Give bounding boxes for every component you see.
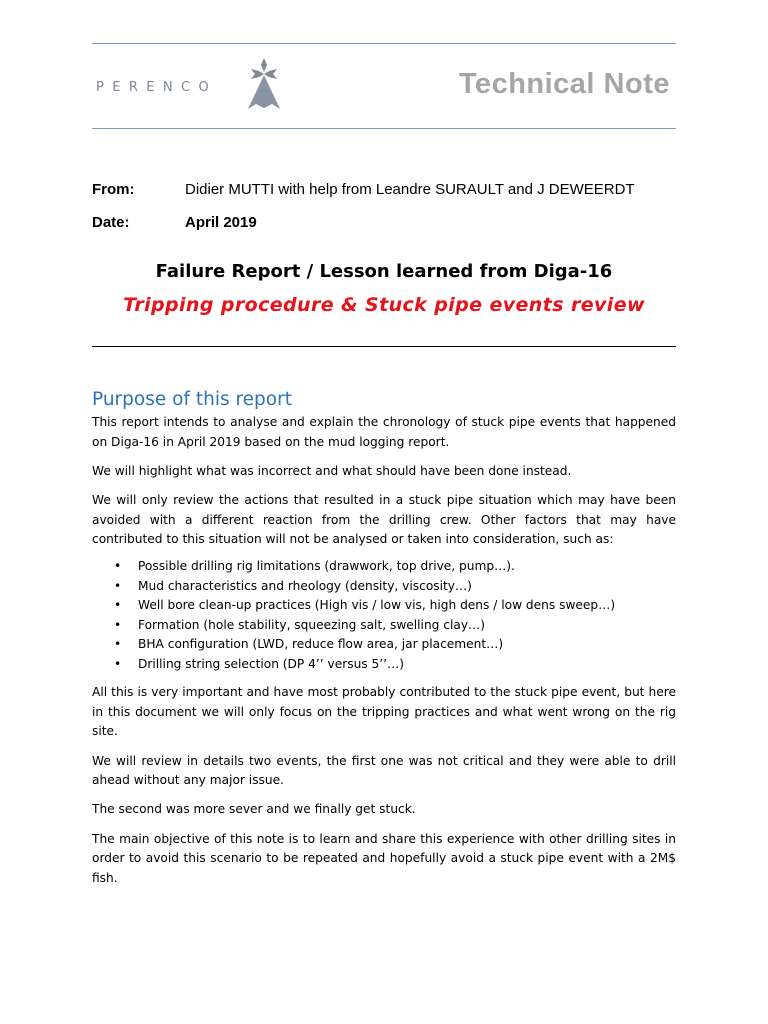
bullet-icon: • [114, 559, 122, 574]
report-body [92, 413, 676, 898]
header-bottom-rule [92, 128, 676, 129]
logo-text: PERENCO [96, 80, 218, 95]
report-title: Failure Report / Lesson learned from Diga-16 [155, 261, 613, 282]
bullet-icon: • [114, 578, 122, 593]
paragraph: This report intends to analyse and explain the chronology of stuck pipe events that happened on Diga-16 in April 2019 based on the mud logging report. [92, 415, 676, 449]
factor-list [92, 557, 676, 674]
from-value: Didier MUTTI with help from Leandre SURAULT and J DEWEERDT [185, 181, 635, 198]
list-item: • Mud characteristics and rheology (density, viscosity…) [92, 577, 676, 597]
date-value: April 2019 [185, 214, 257, 231]
list-item: • Possible drilling rig limitations (drawwork, top drive, pump…). [92, 557, 676, 577]
from-label: From: [92, 181, 135, 198]
list-item: • Formation (hole stability, squeezing salt, swelling clay…) [92, 616, 676, 636]
paragraph: We will only review the actions that resulted in a stuck pipe situation which may have been avoided with a different reaction from the drilling crew. Other factors that may have contributed to this situation will not be analysed or taken into consideration, such as: [92, 493, 676, 547]
paragraph: We will review in details two events, the first one was not critical and they were able to drill ahead without any major issue. [92, 753, 676, 788]
bullet-icon: • [114, 598, 122, 613]
paragraph: The second was more sever and we finally get stuck. [92, 802, 416, 817]
list-item: • BHA configuration (LWD, reduce flow area, jar placement…) [92, 635, 676, 655]
paragraph: We will highlight what was incorrect and what should have been done instead. [92, 463, 572, 478]
company-logo [96, 56, 286, 116]
bullet-icon: • [114, 656, 122, 671]
paragraph: All this is very important and have most probably contributed to the stuck pipe event, but here in this document we will only focus on the tripping practices and what went wrong on the rig site. [92, 685, 676, 739]
header-top-rule [92, 43, 676, 44]
list-item: • Well bore clean-up practices (High vis / low vis, high dens / low dens sweep…) [92, 596, 676, 616]
section-heading: Purpose of this report [92, 389, 292, 410]
list-item: • Drilling string selection (DP 4’’ versus 5’’…) [92, 655, 676, 675]
document-type-title: Technical Note [458, 68, 670, 100]
paragraph: The main objective of this note is to learn and share this experience with other drilling sites in order to avoid this scenario to be repeated and hopefully avoid a stuck pipe event with a 2M$ fish. [92, 831, 676, 885]
bullet-icon: • [114, 617, 122, 632]
report-subtitle: Tripping procedure & Stuck pipe events review [123, 294, 645, 316]
bullet-icon: • [114, 637, 122, 652]
date-label: Date: [92, 214, 130, 231]
title-divider [92, 346, 676, 347]
ermine-star-icon [246, 56, 282, 112]
